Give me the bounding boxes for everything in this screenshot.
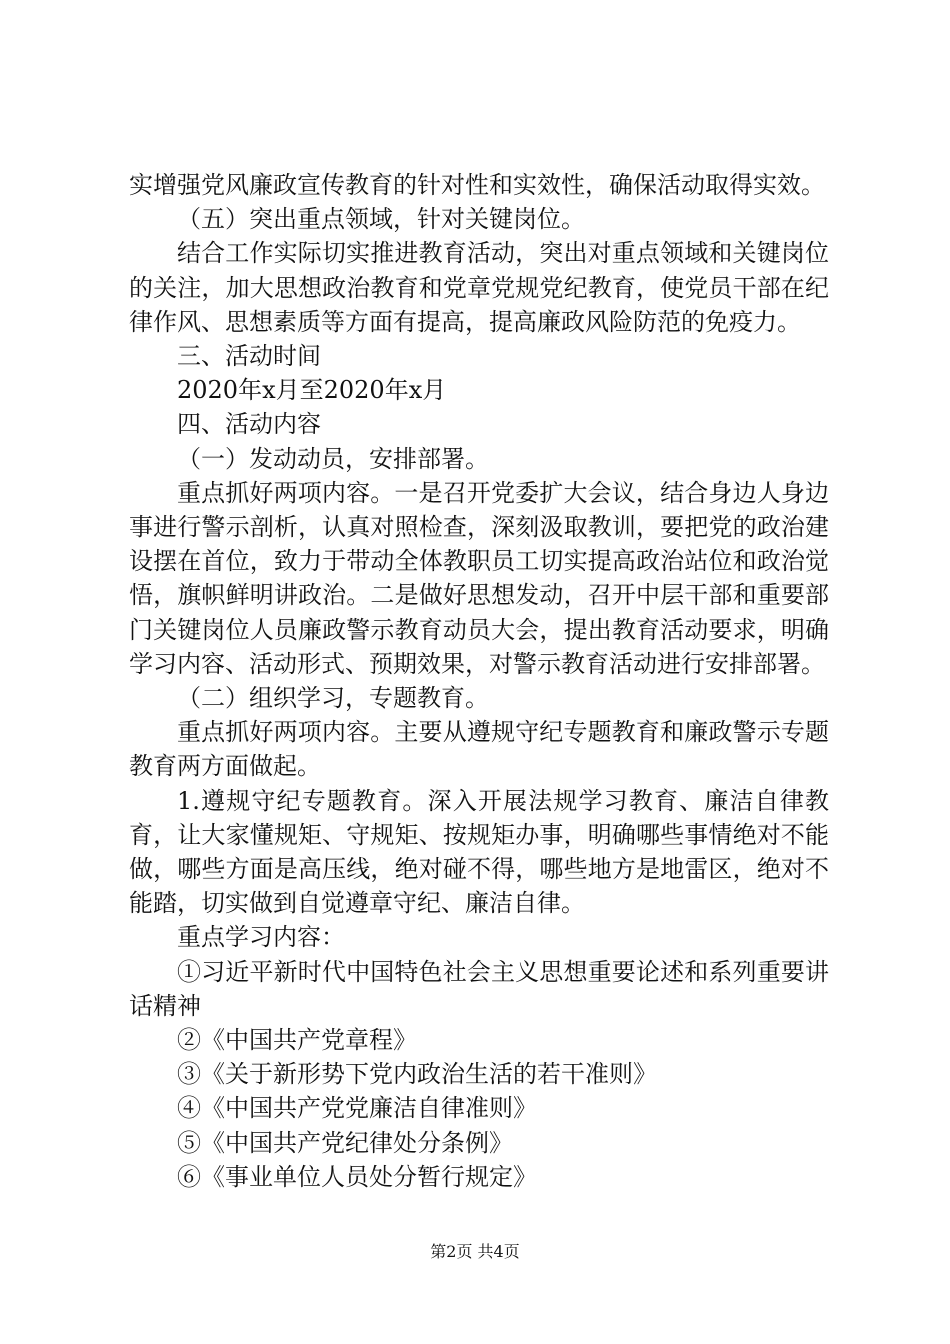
study-item-5: ⑤《中国共产党纪律处分条例》	[177, 1128, 513, 1157]
section-heading-activity-time: 三、活动时间	[177, 342, 321, 371]
study-content-label: 重点学习内容：	[177, 923, 345, 952]
page-number: 第2页 共4页	[430, 1242, 520, 1261]
document-body	[129, 168, 829, 1194]
paragraph-3: 重点抓好两项内容。一是召开党委扩大会议，结合身边人身边事进行警示剖析，认真对照检查，深刻汲取教训，要把党的政治建设摆在首位，致力于带动全体教职员工切实提高政治站位和政治觉悟，旗帜鲜明讲政治。二是做好思想发动，召开中层干部和重要部门关键岗位人员廉政警示教育动员大会，提出教育活动要求，明确学习内容、活动形式、预期效果，对警示教育活动进行安排部署。	[129, 478, 829, 678]
study-item-4: ④《中国共产党党廉洁自律准则》	[177, 1094, 537, 1123]
page-footer	[0, 1242, 950, 1262]
section-heading-5: （五）突出重点领域，针对关键岗位。	[177, 205, 585, 234]
paragraph-1: 实增强党风廉政宣传教育的针对性和实效性，确保活动取得实效。	[129, 171, 825, 199]
subsection-heading-2: （二）组织学习，专题教育。	[177, 684, 489, 713]
study-item-3: ③《关于新形势下党内政治生活的若干准则》	[177, 1060, 657, 1089]
study-item-1: ①习近平新时代中国特色社会主义思想重要论述和系列重要讲话精神	[129, 957, 829, 1020]
paragraph-5: 1.遵规守纪专题教育。深入开展法规学习教育、廉洁自律教育，让大家懂规矩、守规矩、按规矩办事，明确哪些事情绝对不能做，哪些方面是高压线，绝对碰不得，哪些地方是地雷区，绝对不能踏，切实做到自觉遵章守纪、廉洁自律。	[129, 786, 829, 918]
section-heading-activity-content: 四、活动内容	[177, 410, 321, 439]
paragraph-4: 重点抓好两项内容。主要从遵规守纪专题教育和廉政警示专题教育两方面做起。	[129, 718, 829, 781]
study-item-2: ②《中国共产党章程》	[177, 1026, 417, 1055]
study-item-6: ⑥《事业单位人员处分暂行规定》	[177, 1162, 537, 1191]
activity-time-range: 2020年x月至2020年x月	[177, 376, 447, 405]
paragraph-2: 结合工作实际切实推进教育活动，突出对重点领域和关键岗位的关注，加大思想政治教育和党章党规党纪教育，使党员干部在纪律作风、思想素质等方面有提高，提高廉政风险防范的免疫力。	[129, 239, 829, 336]
subsection-heading-1: （一）发动动员，安排部署。	[177, 444, 489, 473]
